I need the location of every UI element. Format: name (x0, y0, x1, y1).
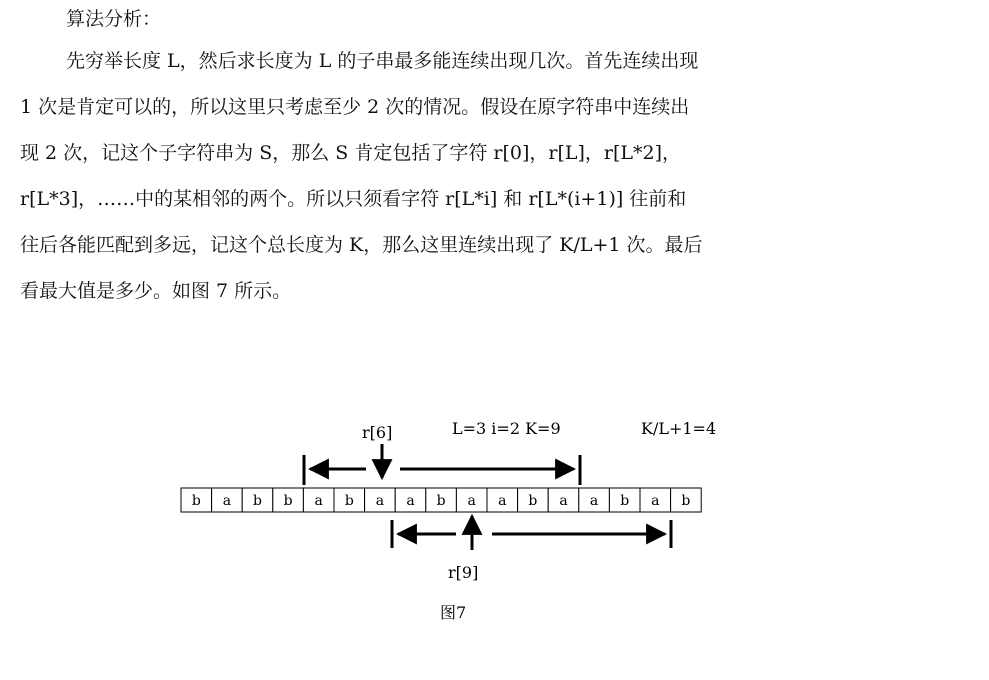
char-cell-label: b (253, 493, 262, 509)
string-match-diagram (0, 400, 989, 640)
char-cell-label: a (467, 493, 476, 509)
r6-label: r[6] (362, 423, 393, 442)
char-cell-label: b (344, 493, 354, 509)
char-cell-label: b (620, 493, 630, 509)
char-cell-label: b (191, 493, 201, 509)
paragraph-line: r[L*3]，……中的某相邻的两个。所以只须看字符 r[L*i] 和 r[L*(i+1)] 往前和 (20, 188, 687, 210)
char-cell-label: b (283, 493, 293, 509)
paragraph-line: 现 2 次，记这个子字符串为 S，那么 S 肯定包括了字符 r[0]，r[L]，r[L*2]， (20, 142, 681, 164)
analysis-paragraph (20, 38, 890, 314)
params-label: L=3 i=2 K=9 (452, 419, 561, 438)
char-cell-label: a (651, 493, 660, 509)
paragraph-line: 看最大值是多少。如图 7 所示。 (20, 280, 292, 302)
char-cell-label: b (436, 493, 446, 509)
section-heading: 算法分析： (66, 8, 162, 30)
char-cell-label: a (559, 493, 568, 509)
paragraph-line: 先穷举长度 L，然后求长度为 L 的子串最多能连续出现几次。首先连续出现 (66, 50, 699, 72)
figure-caption: 图7 (440, 603, 467, 622)
result-label: K/L+1=4 (641, 419, 717, 438)
paragraph-line: 往后各能匹配到多远，记这个总长度为 K，那么这里连续出现了 K/L+1 次。最后 (20, 234, 703, 256)
r9-label: r[9] (448, 563, 479, 582)
figure-7 (0, 400, 989, 640)
char-cell-label: a (222, 493, 232, 509)
char-cell-label: b (528, 493, 538, 509)
char-cell-label: a (375, 493, 385, 509)
paragraph-line: 1 次是肯定可以的，所以这里只考虑至少 2 次的情况。假设在原字符串中连续出 (20, 96, 690, 118)
char-cell-label: a (498, 493, 507, 509)
char-cell-label: a (406, 493, 415, 509)
char-cell-label: a (589, 493, 599, 509)
character-cells (181, 488, 701, 512)
char-cell-label: b (681, 493, 691, 509)
char-cell-label: a (314, 493, 323, 509)
